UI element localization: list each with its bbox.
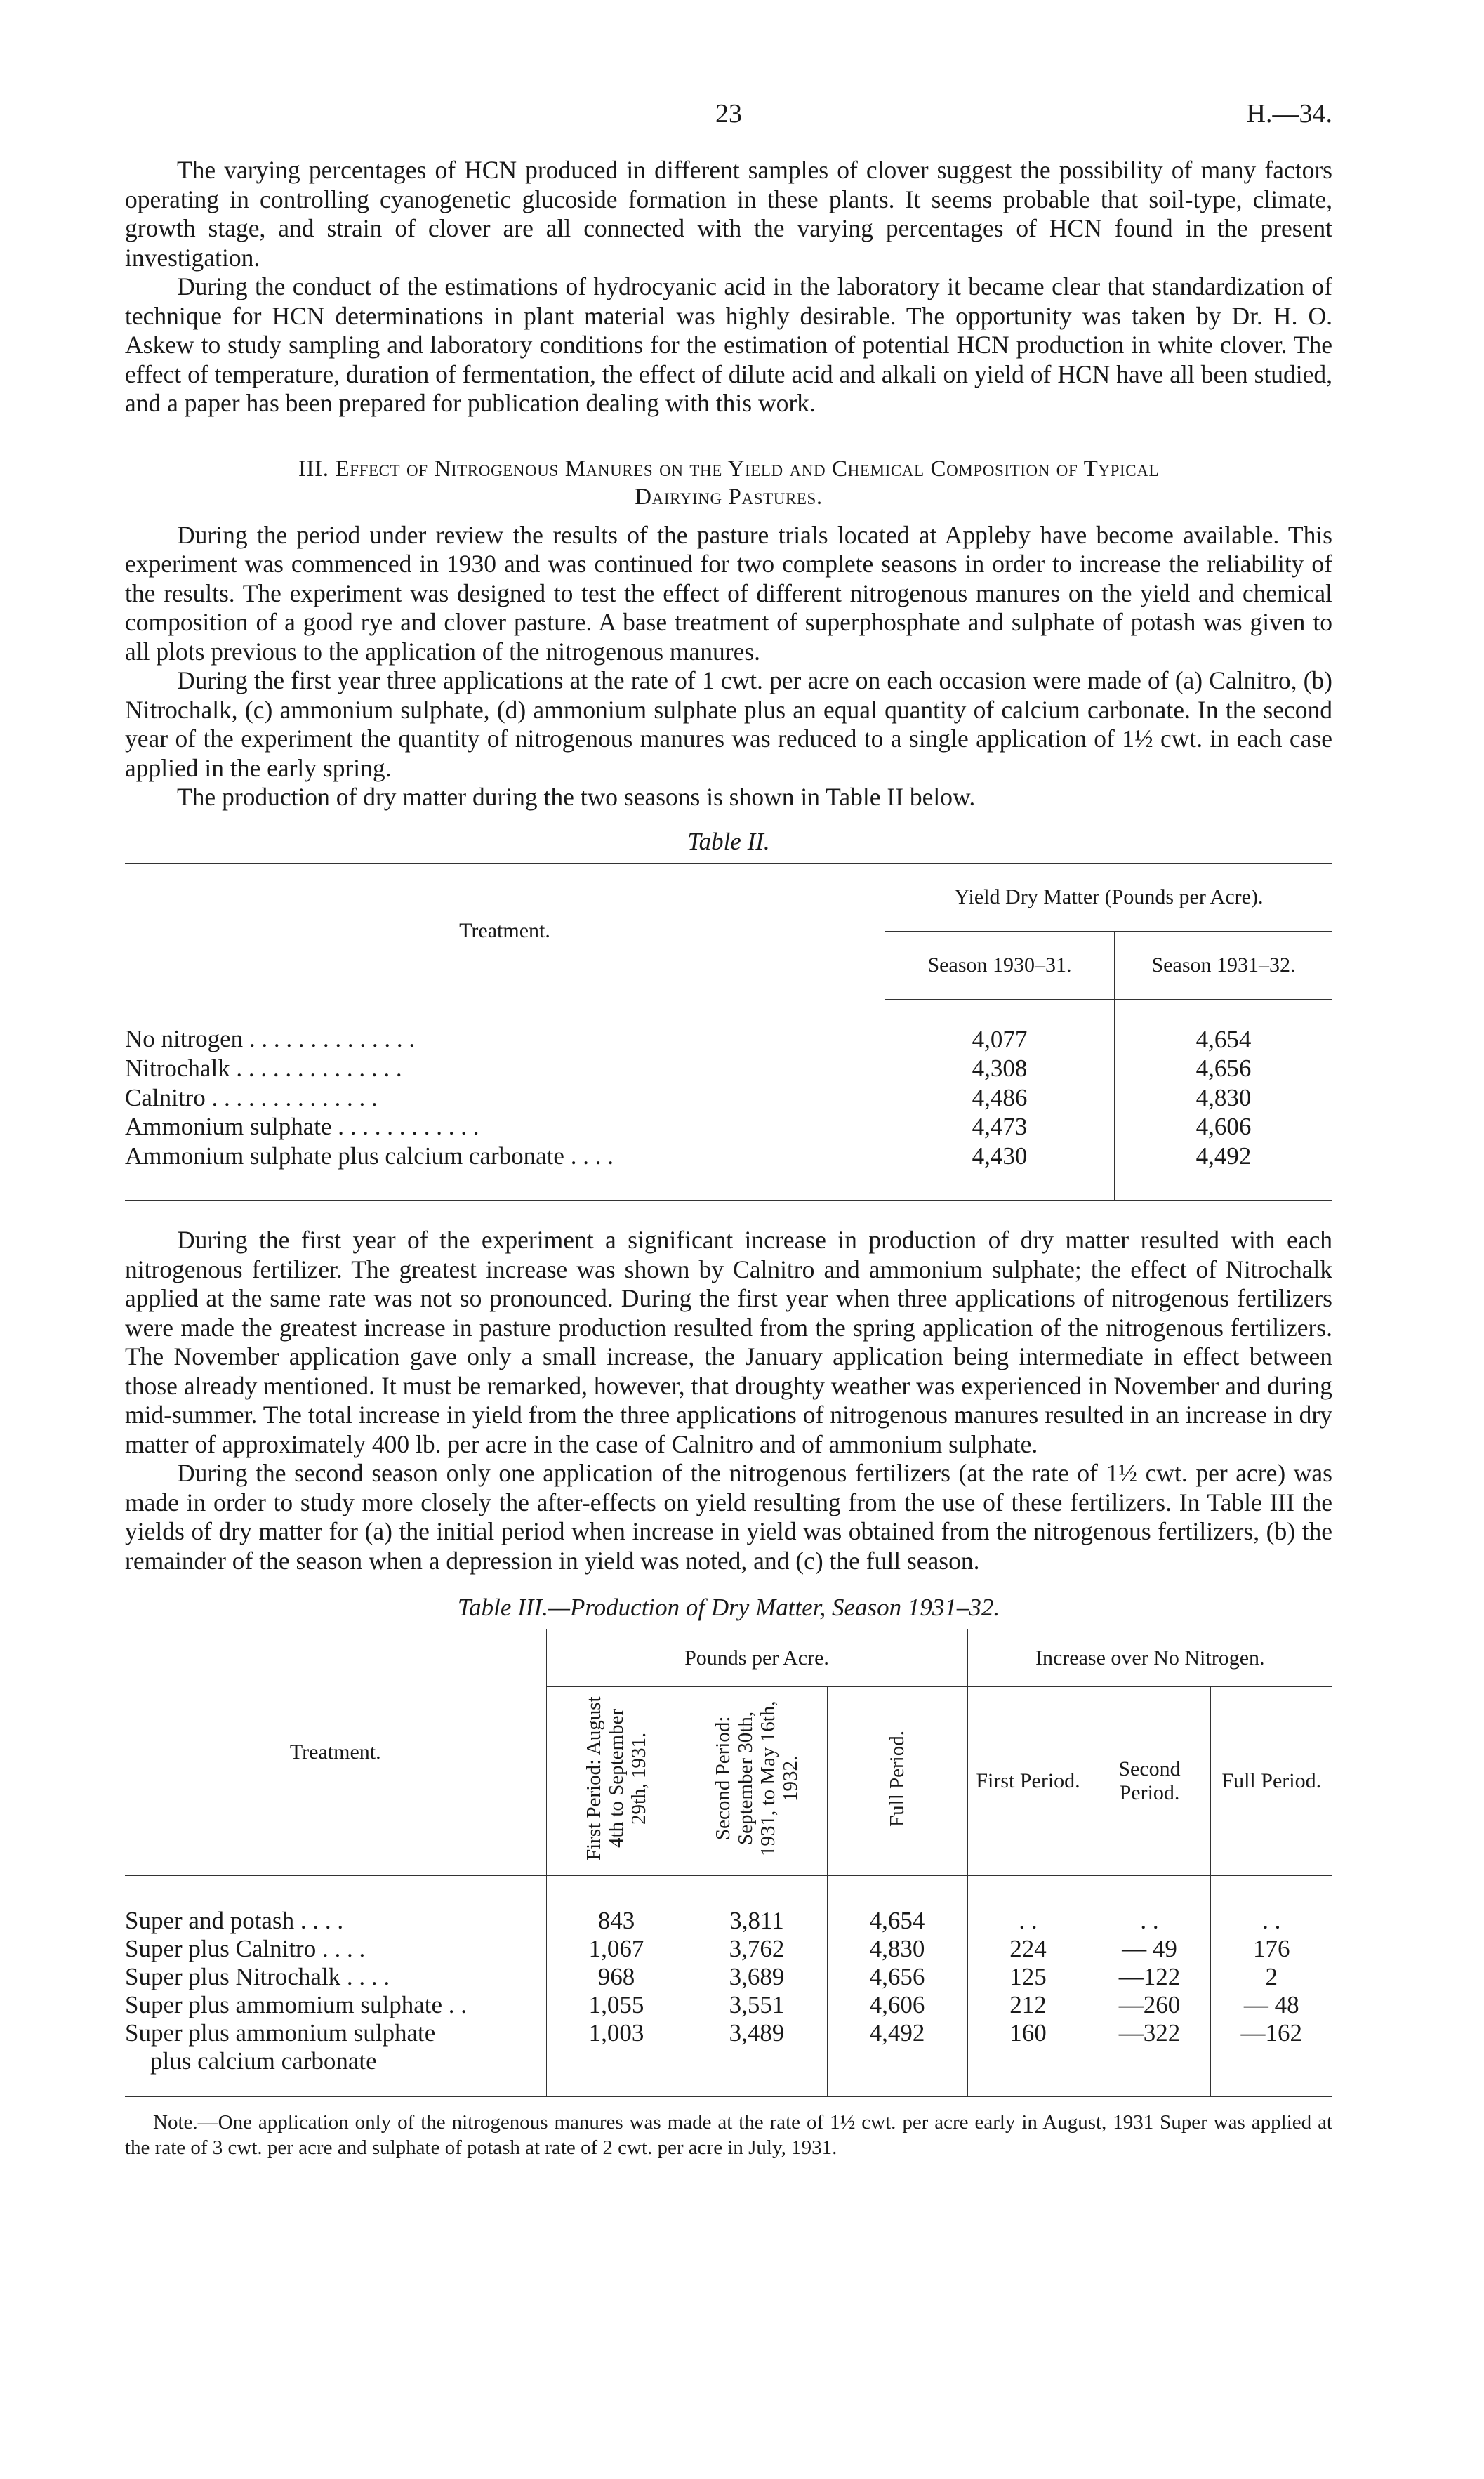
- second-period-value: 3,811: [687, 1876, 827, 1936]
- increase-first-value: 125: [967, 1963, 1089, 1991]
- first-period-value: 1,055: [546, 1991, 687, 2019]
- second-period-value: 3,489: [687, 2019, 827, 2097]
- section-paragraph-1: During the period under review the results of the pasture trials located at Appleby have become available. This experiment was commenced in 1930 and was continued for two complete seasons in order to increase the reliability of the results. The experiment was designed to test the effect of different nitrogenous manures on the yield and chemical composition of a good rye and clover pasture. A base treatment of superphosphate and sulphate of potash was given to all plots previous to the application of the nitrogenous manures.: [125, 520, 1332, 666]
- increase-full-value: 176: [1253, 1935, 1290, 1962]
- table-2-caption: Table II.: [687, 827, 770, 855]
- table-row: [125, 1112, 1332, 1142]
- row-label: Ammonium sulphate . . . . . . . . . . . .: [125, 1112, 885, 1142]
- table-3-increase-first-header: First Period.: [967, 1687, 1089, 1876]
- row-label-line-1: Super plus ammonium sulphate: [125, 2019, 436, 2047]
- first-period-value: 968: [546, 1963, 687, 1991]
- table-2: [125, 863, 1332, 1201]
- increase-first-value: 160: [967, 2019, 1089, 2097]
- first-period-value: 1,003: [546, 2019, 687, 2097]
- increase-second-value: —122: [1089, 1963, 1210, 1991]
- row-label: Ammonium sulphate plus calcium carbonate . . . .: [125, 1142, 885, 1201]
- table-row: [125, 1991, 1332, 2019]
- increase-full-value: . .: [1262, 1907, 1281, 1934]
- row-label-line-2: plus calcium carbonate: [150, 2047, 377, 2075]
- increase-second-value: — 49: [1089, 1935, 1210, 1963]
- full-period-label: Full Period.: [886, 1730, 908, 1827]
- increase-full-value: —162: [1240, 2019, 1302, 2047]
- full-period-value: 4,492: [827, 2019, 967, 2097]
- first-period-value: 843: [546, 1876, 687, 1936]
- intro-paragraph-2: During the conduct of the estimations of hydrocyanic acid in the laboratory it became clear that standardization of technique for HCN determinations in plant material was highly desirable. The opportunity was taken by Dr. H. O. Askew to study sampling and laboratory conditions for the estimation of potential HCN production in white clover. The effect of temperature, duration of fermentation, the effect of dilute acid and alkali on yield of HCN have all been studied, and a paper has been prepared for publication dealing with this work.: [125, 272, 1332, 417]
- increase-second-value: —260: [1089, 1991, 1210, 2019]
- table-3-first-period-header: [546, 1687, 687, 1876]
- page-header: [125, 98, 1332, 140]
- increase-second-value: —322: [1089, 2019, 1210, 2097]
- table-3-note: Note.—One application only of the nitrogenous manures was made at the rate of 1½ cwt. per acre early in August, 1931 Super was applied at the rate of 3 cwt. per acre and sulphate of potash at rate of 2 cwt. per acre in July, 1931.: [125, 2111, 1332, 2159]
- season-2-value: 4,606: [1195, 1113, 1252, 1140]
- table-row: [125, 1142, 1332, 1201]
- table-3-pounds-header: Pounds per Acre.: [546, 1629, 967, 1687]
- discussion-paragraph-2: During the second season only one application of the nitrogenous fertilizers (at the rate of 1½ cwt. per acre) was made in order to study more closely the after-effects on yield resulting from the use of these fertilizers. In Table III the yields of dry matter for (a) the initial period when increase in yield was obtained from the nitrogenous fertilizers, (b) the remainder of the season when a depression in yield was noted, and (c) the full season.: [125, 1459, 1332, 1575]
- table-row: [125, 1054, 1332, 1083]
- row-label: No nitrogen . . . . . . . . . . . . . .: [125, 999, 885, 1054]
- table-3-caption: Table III.—Production of Dry Matter, Season 1931–32.: [457, 1594, 1000, 1621]
- second-period-label: Second Period: September 30th, 1931, to May 16th, 1932.: [712, 1700, 802, 1856]
- section-paragraph-2: During the first year three applications at the rate of 1 cwt. per acre on each occasion were made of (a) Calnitro, (b) Nitrochalk, (c) ammonium sulphate, (d) ammonium sulphate plus an equal quantity of calcium carbonate. In the second year of the experiment the quantity of nitrogenous manures was reduced to a single application of 1½ cwt. in each case applied in the early spring.: [125, 666, 1332, 782]
- section-heading-line-2: Dairying Pastures.: [635, 484, 823, 510]
- season-2-value: 4,492: [1195, 1142, 1252, 1170]
- first-period-label: First Period: August 4th to September 29th, 1931.: [583, 1696, 650, 1860]
- season-1-value: 4,077: [885, 999, 1115, 1054]
- row-label: Calnitro . . . . . . . . . . . . . .: [125, 1083, 885, 1113]
- table-2-treatment-header: Treatment.: [125, 863, 885, 999]
- document-code: H.—34.: [1246, 99, 1332, 128]
- section-heading: [125, 455, 1332, 511]
- section-heading-line-1: III. Effect of Nitrogenous Manures on the Yield and Chemical Composition of Typical: [298, 456, 1160, 482]
- full-period-value: 4,830: [827, 1935, 967, 1963]
- season-1-value: 4,430: [885, 1142, 1115, 1201]
- table-row: [125, 1876, 1332, 1936]
- increase-first-value: 224: [967, 1935, 1089, 1963]
- table-2-yield-header: Yield Dry Matter (Pounds per Acre).: [885, 863, 1333, 931]
- table-row: [125, 999, 1332, 1054]
- first-period-value: 1,067: [546, 1935, 687, 1963]
- increase-full-value: — 48: [1243, 1991, 1299, 2018]
- row-label: Nitrochalk . . . . . . . . . . . . . .: [125, 1054, 885, 1083]
- increase-second-value: . .: [1089, 1876, 1210, 1936]
- table-2-season-1-header: Season 1930–31.: [885, 931, 1115, 999]
- row-label: [125, 2019, 546, 2097]
- table-3-second-period-header: [687, 1687, 827, 1876]
- full-period-value: 4,606: [827, 1991, 967, 2019]
- table-3-full-period-header: [827, 1687, 967, 1876]
- table-2-season-2-header: Season 1931–32.: [1115, 931, 1333, 999]
- second-period-value: 3,551: [687, 1991, 827, 2019]
- row-label: Super and potash . . . .: [125, 1876, 546, 1936]
- table-3: [125, 1629, 1332, 2097]
- row-label: Super plus Calnitro . . . .: [125, 1935, 546, 1963]
- table-row: [125, 1083, 1332, 1113]
- document-page: [125, 98, 1332, 2160]
- season-2-value: 4,654: [1195, 1025, 1252, 1053]
- season-2-value: 4,656: [1195, 1055, 1252, 1082]
- increase-first-value: . .: [967, 1876, 1089, 1936]
- row-label: Super plus Nitrochalk . . . .: [125, 1963, 546, 1991]
- season-1-value: 4,473: [885, 1112, 1115, 1142]
- table-3-increase-second-header: Second Period.: [1089, 1687, 1210, 1876]
- full-period-value: 4,656: [827, 1963, 967, 1991]
- season-1-value: 4,486: [885, 1083, 1115, 1113]
- intro-paragraph-1: The varying percentages of HCN produced in different samples of clover suggest the possibility of many factors operating in controlling cyanogenetic glucoside formation in these plants. It seems probable that soil-type, climate, growth stage, and strain of clover are all connected with the varying percentages of HCN found in the present investigation.: [125, 156, 1332, 272]
- increase-first-value: 212: [967, 1991, 1089, 2019]
- season-1-value: 4,308: [885, 1054, 1115, 1083]
- table-3-treatment-header: Treatment.: [125, 1629, 546, 1876]
- table-row: [125, 2019, 1332, 2097]
- table-3-increase-full-header: Full Period.: [1210, 1687, 1332, 1876]
- discussion-paragraph-1: During the first year of the experiment a significant increase in production of dry matter resulted with each nitrogenous fertilizer. The greatest increase was shown by Calnitro and ammonium sulphate; the effect of Nitrochalk applied at the same rate was not so pronounced. During the first year when three applications of nitrogenous fertilizers were made the greatest increase in pasture production resulted from the spring application of the nitrogenous fertilizers. The November application gave only a small increase, the January application being intermediate in effect between those already mentioned. It must be remarked, however, that droughty weather was experienced in November and during mid-summer. The total increase in yield from the three applications of nitrogenous manures resulted in an increase in dry matter of approximately 400 lb. per acre in the case of Calnitro and of ammonium sulphate.: [125, 1226, 1332, 1458]
- increase-full-value: 2: [1265, 1963, 1278, 1990]
- full-period-value: 4,654: [827, 1876, 967, 1936]
- page-number: 23: [715, 99, 742, 128]
- table-row: [125, 1963, 1332, 1991]
- table-row: [125, 1935, 1332, 1963]
- table-3-increase-header: Increase over No Nitrogen.: [967, 1629, 1332, 1687]
- second-period-value: 3,689: [687, 1963, 827, 1991]
- second-period-value: 3,762: [687, 1935, 827, 1963]
- row-label: Super plus ammomium sulphate . .: [125, 1991, 546, 2019]
- section-paragraph-3: The production of dry matter during the two seasons is shown in Table II below.: [177, 783, 976, 811]
- season-2-value: 4,830: [1195, 1083, 1252, 1111]
